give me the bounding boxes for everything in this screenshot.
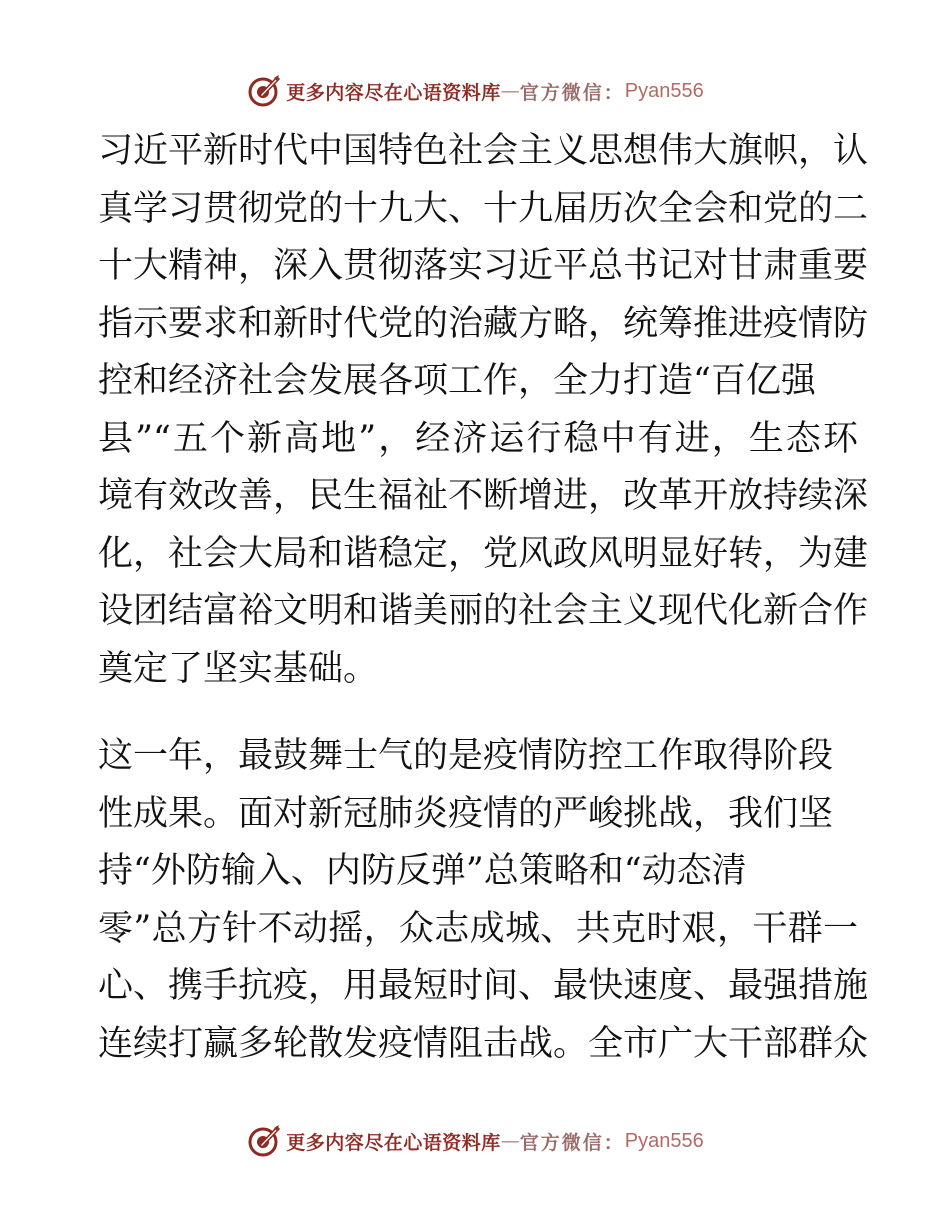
text-line: 境有效改善，民生福祉不断增进，改革开放持续深 — [98, 476, 869, 516]
watermark-separator: — — [500, 80, 520, 102]
text-line: 控和经济社会发展各项工作，全力打造“百亿强 — [98, 361, 816, 401]
body-paragraph — [98, 728, 869, 1073]
quill-circle-icon — [246, 1123, 282, 1159]
text-line: 设团结富裕文明和谐美丽的社会主义现代化新合作 — [98, 591, 869, 631]
watermark-wechat-label: 官方微信： — [519, 1131, 625, 1154]
watermark-wechat-id: Pyan556 — [624, 1129, 704, 1152]
text-line: 指示要求和新时代党的治藏方略，统筹推进疫情防 — [98, 303, 869, 344]
watermark-wechat-label: 官方微信： — [519, 81, 625, 104]
text-line: 习近平新时代中国特色社会主义思想伟大旗帜，认 — [98, 131, 869, 171]
watermark-main-text: 更多内容尽在心语资料库 — [286, 81, 501, 104]
footer-watermark-banner — [0, 1121, 950, 1161]
text-line: 持“外防输入、内防反弹”总策略和“动态清 — [98, 851, 747, 891]
text-line: 县”“五个新高地”，经济运行稳中有进，生态环 — [98, 418, 858, 459]
text-line: 这一年，最鼓舞士气的是疫情防控工作取得阶段 — [98, 736, 834, 776]
header-watermark-banner — [0, 71, 950, 111]
watermark-separator: — — [500, 1130, 520, 1152]
text-line: 性成果。面对新冠肺炎疫情的严峻挑战，我们坚 — [98, 793, 834, 834]
text-line: 化，社会大局和谐稳定，党风政风明显好转，为建 — [98, 533, 869, 574]
text-line: 零”总方针不动摇，众志成城、共克时艰，干群一 — [98, 908, 858, 949]
text-line: 十大精神，深入贯彻落实习近平总书记对甘肃重要 — [98, 246, 869, 286]
quill-circle-icon — [246, 73, 282, 109]
text-line: 奠定了坚实基础。 — [98, 648, 379, 689]
watermark-main-text: 更多内容尽在心语资料库 — [286, 1131, 501, 1154]
text-line: 连续打赢多轮散发疫情阻击战。全市广大干部群众 — [98, 1023, 869, 1064]
text-line: 真学习贯彻党的十九大、十九届历次全会和党的二 — [98, 188, 869, 229]
body-paragraph — [98, 123, 869, 698]
text-line: 心、携手抗疫，用最短时间、最快速度、最强措施 — [98, 966, 869, 1006]
watermark-wechat-id: Pyan556 — [624, 79, 704, 102]
